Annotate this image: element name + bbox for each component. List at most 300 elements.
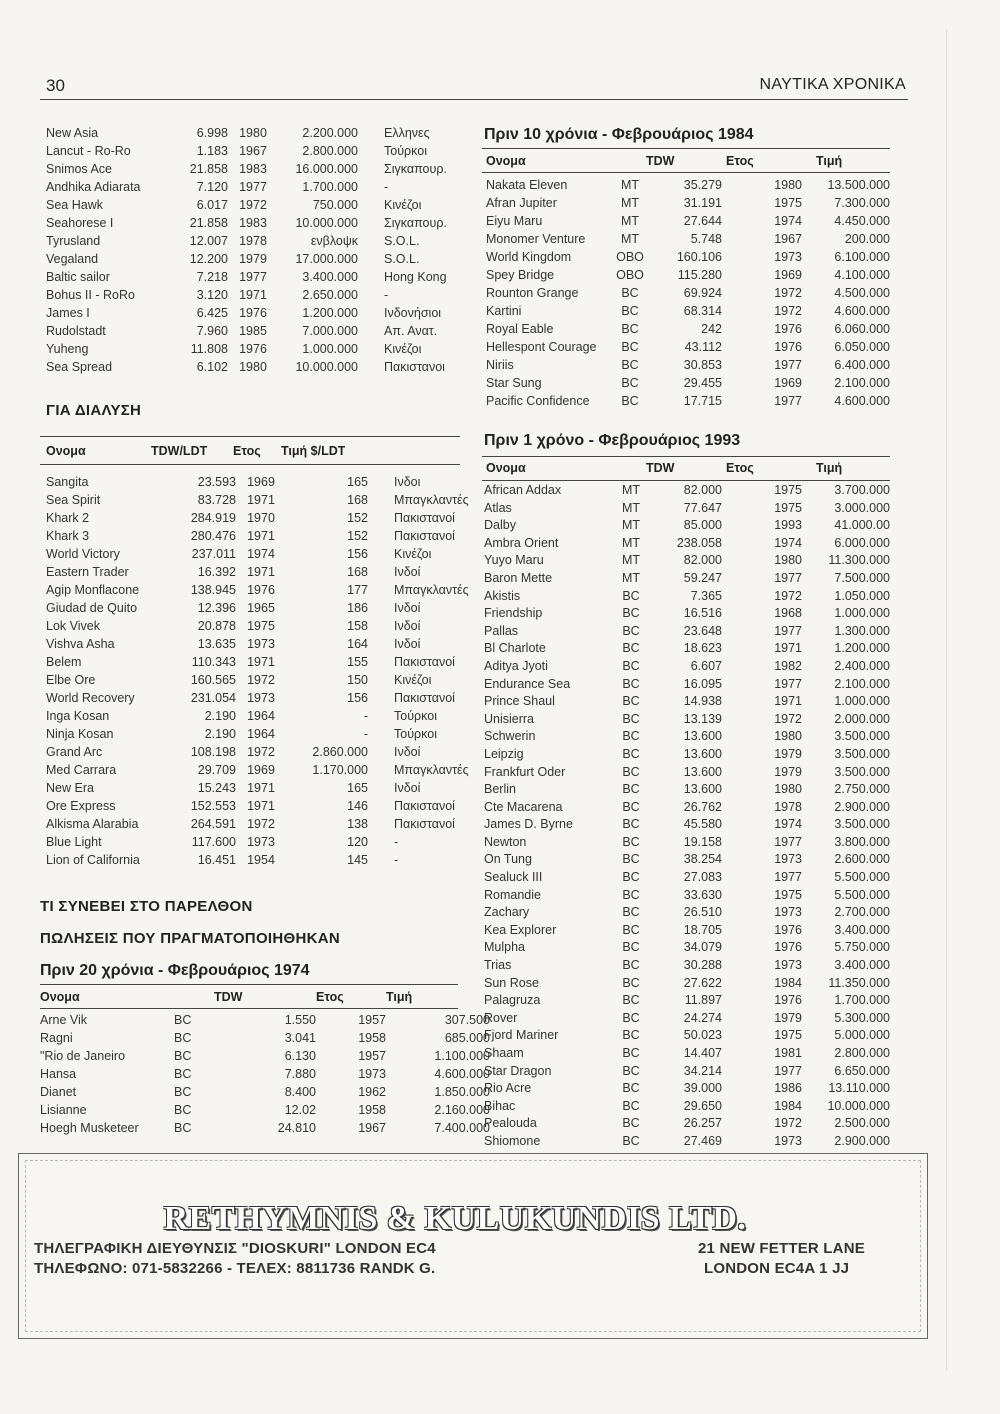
cell-price: S.O.L.: [384, 252, 420, 266]
y1-rule-header: [482, 480, 890, 481]
cell-name: Pallas: [484, 623, 519, 638]
cell-type-or-value: BC: [622, 817, 640, 832]
cell-value: 1971: [247, 565, 275, 579]
cell-price: 3.400.000: [834, 922, 890, 937]
cell-price: Τούρκοι: [394, 709, 437, 723]
cell-name: Baltic sailor: [46, 270, 110, 284]
cell-price: 307.500: [444, 1013, 490, 1027]
col-price-ldt-header: Τιμή $/LDT: [281, 444, 346, 458]
cell-type-or-value: 2.190: [204, 709, 236, 723]
cell-price: Πακιστανοί: [394, 511, 455, 525]
cell-type-or-value: BC: [622, 870, 640, 885]
cell-type-or-value: 3.120: [196, 288, 228, 302]
cell-type-or-value: 6.998: [196, 126, 228, 140]
y1-title: Πριν 1 χρόνο - Φεβρουάριος 1993: [484, 432, 741, 449]
col-year-header: Ετος: [316, 990, 344, 1004]
cell-name: James I: [46, 306, 90, 320]
col-tdw-header: TDW: [214, 990, 243, 1004]
scrap-row: [46, 635, 488, 653]
cell-type-or-value: BC: [621, 376, 639, 390]
cell-value: 13.600: [683, 782, 722, 797]
cell-value: 1972: [247, 745, 275, 759]
cell-name: Khark 2: [46, 511, 90, 525]
cell-value: 1971: [247, 655, 275, 669]
header-rule: [40, 99, 908, 100]
scrap-rule-top: [40, 436, 460, 437]
y20-row: [40, 1011, 490, 1029]
cell-year: 1974: [774, 817, 802, 832]
cell-name: Snimos Ace: [46, 162, 113, 176]
cell-value: 24.810: [277, 1121, 316, 1135]
cell-year: 1973: [774, 958, 802, 973]
y10-row: [486, 320, 890, 338]
cell-name: Dianet: [40, 1085, 77, 1099]
cell-value: 26.762: [683, 799, 722, 814]
col-name-header: Ονομα: [40, 990, 80, 1004]
cell-value: 27.622: [683, 975, 722, 990]
cell-value: 43.112: [684, 340, 722, 354]
company-name: RETHYMNIS & KULUKUNDIS LTD.: [163, 1200, 747, 1237]
cell-type-or-value: 231.054: [190, 691, 236, 705]
cell-type-or-value: BC: [622, 1046, 640, 1060]
cell-value: 82.000: [683, 553, 722, 568]
cell-year: 1976: [774, 922, 802, 937]
cell-price: -: [394, 853, 399, 867]
cell-type-or-value: 284.919: [190, 511, 236, 525]
cell-year: 1973: [358, 1067, 386, 1081]
cell-price: 2.000.000: [834, 711, 890, 726]
cell-value: 1969: [247, 763, 275, 777]
cell-name: Med Carrara: [46, 763, 117, 777]
cell-year: 1972: [774, 711, 802, 726]
cell-type-or-value: MT: [621, 553, 641, 568]
cell-year: 1973: [774, 250, 802, 264]
cell-price: 11.300.000: [828, 553, 890, 568]
cell-value: 1977: [239, 180, 267, 194]
cell-type-or-value: 7.218: [196, 270, 228, 284]
cell-price: 13.500.000: [827, 178, 890, 192]
cell-name: Lion of California: [46, 853, 140, 867]
y1-row: [484, 746, 890, 764]
cell-year: -: [363, 727, 368, 741]
y1-row: [484, 1115, 890, 1133]
cell-value: 82.000: [683, 483, 722, 497]
cell-value: 31.191: [683, 196, 722, 210]
scrap-row: [46, 563, 488, 581]
cell-name: Yuyo Maru: [484, 553, 544, 568]
y1-row: [484, 975, 890, 993]
col-price-header: Τιμή: [386, 990, 413, 1004]
page-number: 30: [46, 76, 65, 95]
cell-price: Πακιστανοί: [394, 655, 455, 669]
cell-type-or-value: BC: [174, 1067, 192, 1081]
cell-name: Hansa: [40, 1067, 77, 1081]
scrap-header-row: [46, 442, 460, 460]
cell-year: 1984: [774, 1098, 802, 1113]
cell-year: 165: [347, 781, 368, 795]
y1-row: [484, 658, 890, 676]
y1-header-table: [486, 459, 896, 477]
cell-type-or-value: BC: [174, 1103, 192, 1117]
y20-body: [40, 1011, 490, 1137]
cell-name: World Recovery: [46, 691, 135, 705]
cell-type-or-value: BC: [622, 1081, 640, 1096]
cell-year: 158: [347, 619, 368, 633]
cell-type-or-value: BC: [621, 358, 639, 372]
cell-type-or-value: BC: [622, 1116, 640, 1131]
cell-year: 152: [347, 529, 368, 543]
cell-price: 6.000.000: [834, 535, 890, 550]
cell-year: 1977: [774, 394, 802, 408]
cell-type-or-value: BC: [622, 940, 640, 955]
cell-value: 17.715: [683, 394, 722, 408]
cell-name: Zachary: [484, 905, 530, 920]
cell-price: Ινδοί: [394, 745, 421, 759]
cell-name: Seahorese I: [46, 216, 114, 230]
y10-row: [486, 338, 890, 356]
cell-year: 1977: [774, 358, 802, 372]
cell-name: Bl Charlote: [484, 641, 546, 656]
cell-type-or-value: 2.190: [204, 727, 236, 741]
cell-year: 10.000.000: [295, 360, 358, 374]
cell-type-or-value: 108.198: [190, 745, 236, 759]
cell-value: 16.095: [683, 676, 722, 691]
cell-price: 1.300.000: [834, 623, 890, 638]
cell-price: Πακιστανοί: [394, 691, 455, 705]
y1-row: [484, 728, 890, 746]
cell-price: 3.500.000: [834, 729, 890, 744]
y1-header-row: [486, 459, 896, 477]
cell-value: 18.623: [683, 641, 722, 656]
cell-value: 6.607: [690, 658, 722, 673]
cell-price: Τούρκοι: [394, 727, 437, 741]
cell-name: Baron Mette: [484, 570, 553, 585]
cell-type-or-value: BC: [622, 641, 640, 656]
top-sales-row: [46, 160, 458, 178]
cell-name: Lok Vivek: [46, 619, 100, 633]
cell-year: 1975: [774, 887, 802, 902]
y10-row: [486, 374, 890, 392]
y10-row: [486, 302, 890, 320]
y1-row: [484, 482, 890, 500]
cell-name: Mulpha: [484, 940, 525, 955]
cell-name: Pacific Confidence: [486, 394, 590, 408]
top-sales-row: [46, 142, 458, 160]
y1-row: [484, 535, 890, 553]
cell-type-or-value: BC: [174, 1121, 192, 1135]
cell-price: 685.000: [444, 1031, 490, 1045]
top-sales-row: [46, 340, 458, 358]
y1-row: [484, 904, 890, 922]
cell-name: Rounton Grange: [486, 286, 579, 300]
cell-price: Πακιστανοί: [394, 799, 455, 813]
cell-year: 2.860.000: [312, 745, 368, 759]
cell-type-or-value: BC: [622, 711, 640, 726]
scrap-row: [46, 653, 488, 671]
cell-type-or-value: MT: [621, 500, 641, 515]
cell-price: 2.500.000: [834, 1116, 890, 1131]
cell-type-or-value: OBO: [616, 268, 644, 282]
cell-value: 68.314: [683, 304, 722, 318]
cell-value: 1972: [247, 817, 275, 831]
cell-type-or-value: 83.728: [197, 493, 236, 507]
cell-type-or-value: 6.017: [196, 198, 228, 212]
y10-row: [486, 284, 890, 302]
cell-price: 1.050.000: [834, 588, 890, 603]
y10-title: Πριν 10 χρόνια - Φεβρουάριος 1984: [484, 126, 754, 143]
y20-section: [40, 988, 490, 1006]
cell-name: Sea Spirit: [46, 493, 101, 507]
cell-price: 4.600.000: [834, 394, 890, 408]
scrap-rows-table: [46, 473, 488, 869]
cell-type-or-value: MT: [621, 483, 641, 497]
cell-price: Ινδοι: [394, 475, 421, 489]
cell-value: 85.000: [683, 518, 722, 533]
y20-row: [40, 1119, 490, 1137]
cell-value: 1964: [247, 727, 275, 741]
cell-name: Spey Bridge: [486, 268, 555, 282]
cell-price: 2.100.000: [834, 376, 890, 390]
scrap-row: [46, 545, 488, 563]
y1-row: [484, 500, 890, 518]
scrap-row: [46, 797, 488, 815]
cell-year: 1971: [774, 641, 802, 656]
cell-name: James D. Byrne: [484, 817, 573, 832]
phone-telex: ΤΗΛΕΦΩΝΟ: 071-5832266 - ΤΕΛΕΧ: 8811736 RANDK G.: [34, 1260, 436, 1277]
cell-value: 1980: [239, 360, 267, 374]
cell-type-or-value: 20.878: [197, 619, 236, 633]
y20-title: Πριν 20 χρόνια - Φεβρουάριος 1974: [40, 962, 310, 979]
cell-price: Τούρκοι: [384, 144, 427, 158]
cell-year: 1981: [774, 1046, 802, 1060]
cell-name: Blue Light: [46, 835, 102, 849]
cell-type-or-value: BC: [622, 1133, 640, 1148]
cell-name: Dalby: [484, 518, 516, 533]
cell-type-or-value: BC: [621, 340, 639, 354]
cell-type-or-value: 23.593: [197, 475, 236, 489]
cell-price: Ελληνες: [384, 126, 430, 140]
cell-price: -: [384, 180, 389, 194]
cell-name: Eastern Trader: [46, 565, 129, 579]
binding-edge: [946, 30, 947, 1370]
cell-type-or-value: BC: [174, 1013, 192, 1027]
cell-name: Shaam: [484, 1046, 524, 1060]
cell-price: Μπαγκλαντές: [394, 763, 469, 777]
cell-price: 3.500.000: [834, 746, 890, 761]
cell-price: 1.000.000: [834, 694, 890, 709]
cell-year: 3.400.000: [302, 270, 358, 284]
cell-value: 13.600: [683, 729, 722, 744]
scrap-row: [46, 725, 488, 743]
cell-year: 750.000: [312, 198, 358, 212]
cell-value: 5.748: [690, 232, 722, 246]
cell-price: 6.400.000: [834, 358, 890, 372]
y10-row: [486, 248, 890, 266]
cell-price: Απ. Ανατ.: [384, 324, 438, 338]
scrap-row: [46, 599, 488, 617]
y20-rule-header: [40, 1008, 458, 1009]
city-postcode: LONDON EC4A 1 JJ: [704, 1260, 850, 1277]
cell-name: Sun Rose: [484, 975, 539, 990]
cell-year: 1978: [774, 799, 802, 814]
y1-row: [484, 552, 890, 570]
cell-type-or-value: MT: [620, 196, 640, 210]
cell-value: 3.041: [284, 1031, 316, 1045]
y1-row: [484, 957, 890, 975]
cell-price: 4.500.000: [834, 286, 890, 300]
cell-price: 1.700.000: [834, 993, 890, 1008]
y1-row: [484, 693, 890, 711]
cell-name: Star Sung: [486, 376, 542, 390]
cell-name: Arne Vik: [40, 1013, 88, 1027]
cell-price: Κινέζοι: [394, 673, 432, 687]
scrap-list: [46, 442, 460, 460]
cell-price: Σιγκαπουρ.: [384, 162, 447, 176]
cell-year: 1.000.000: [302, 342, 358, 356]
cell-price: -: [394, 835, 399, 849]
cell-value: 1979: [239, 252, 267, 266]
top-sales-row: [46, 214, 458, 232]
cell-price: 1.100.000: [434, 1049, 490, 1063]
cell-year: 168: [347, 493, 368, 507]
cell-value: 115.280: [677, 268, 722, 282]
cell-year: 1969: [774, 376, 802, 390]
y10-row: [486, 392, 890, 410]
cell-type-or-value: 110.343: [191, 655, 236, 669]
cell-type-or-value: 15.243: [197, 781, 236, 795]
y20-rule-top: [40, 984, 458, 985]
cell-value: 45.580: [683, 817, 722, 832]
col-price-header: Τιμή: [816, 461, 843, 475]
cell-price: 2.750.000: [834, 782, 890, 797]
cell-type-or-value: 11.808: [190, 342, 228, 356]
col-tdw-ldt-header: TDW/LDT: [151, 444, 208, 458]
cell-price: 7.300.000: [834, 196, 890, 210]
cell-type-or-value: MT: [621, 535, 641, 550]
y10-row: [486, 230, 890, 248]
cell-value: 26.510: [683, 905, 722, 920]
cell-type-or-value: BC: [622, 1098, 640, 1113]
scrap-body: [46, 473, 488, 869]
cell-name: Rudolstadt: [46, 324, 106, 338]
y1-row: [484, 799, 890, 817]
cell-price: Μπαγκλαντές: [394, 493, 469, 507]
cell-type-or-value: 152.553: [190, 799, 236, 813]
cell-name: Kea Explorer: [484, 922, 557, 937]
cell-value: 1969: [247, 475, 275, 489]
cell-year: 1976: [774, 940, 802, 955]
top-sales-row: [46, 286, 458, 304]
cell-value: 11.897: [684, 993, 722, 1008]
cell-value: 1970: [247, 511, 275, 525]
cell-type-or-value: BC: [622, 852, 640, 867]
cell-year: 1975: [774, 500, 802, 515]
y1-body: [484, 482, 890, 1151]
cell-value: 77.647: [683, 500, 722, 515]
cell-price: Ινδοί: [394, 637, 421, 651]
cell-year: 1972: [774, 1116, 802, 1131]
cell-value: 1978: [239, 234, 267, 248]
cell-year: 7.000.000: [302, 324, 358, 338]
cell-name: Kartini: [486, 304, 522, 318]
cell-value: 160.106: [676, 250, 722, 264]
scrap-row: [46, 833, 488, 851]
cell-year: 150: [347, 673, 368, 687]
cell-year: 1976: [774, 340, 802, 354]
cell-value: 8.400: [284, 1085, 316, 1099]
cell-name: On Tung: [484, 852, 532, 867]
cell-type-or-value: BC: [621, 394, 639, 408]
cell-type-or-value: 12.007: [189, 234, 228, 248]
y20-row: [40, 1047, 490, 1065]
cell-value: 38.254: [683, 852, 722, 867]
top-sales-row: [46, 124, 458, 142]
top-sales-row: [46, 232, 458, 250]
cell-value: 50.023: [683, 1028, 722, 1043]
cell-name: Belem: [46, 655, 82, 669]
scrap-row: [46, 491, 488, 509]
cell-year: 186: [347, 601, 368, 615]
cell-year: 165: [347, 475, 368, 489]
cell-name: Shiomone: [484, 1133, 541, 1148]
scrap-row: [46, 473, 488, 491]
cell-price: 5.500.000: [834, 870, 890, 885]
cell-year: 1977: [774, 623, 802, 638]
cell-type-or-value: BC: [622, 746, 640, 761]
y1-row: [484, 781, 890, 799]
y1-row: [484, 517, 890, 535]
y1-row: [484, 1010, 890, 1028]
cell-year: 1977: [774, 570, 802, 585]
y10-section: [486, 152, 896, 170]
cell-year: 168: [347, 565, 368, 579]
y10-row: [486, 356, 890, 374]
cell-type-or-value: BC: [174, 1085, 192, 1099]
scrap-row: [46, 815, 488, 833]
cell-value: 24.274: [683, 1010, 722, 1025]
cell-type-or-value: BC: [622, 975, 640, 990]
cell-value: 7.880: [284, 1067, 316, 1081]
cell-year: 1968: [774, 606, 802, 621]
cell-name: Prince Shaul: [484, 694, 555, 709]
scrap-row: [46, 851, 488, 869]
cell-type-or-value: 21.858: [189, 216, 228, 230]
cell-value: 23.648: [683, 623, 722, 638]
scrap-row: [46, 743, 488, 761]
cell-year: 1957: [358, 1049, 386, 1063]
cell-year: 1958: [358, 1031, 386, 1045]
cell-name: Vishva Asha: [46, 637, 115, 651]
past-section-title: ΤΙ ΣΥΝΕΒΕΙ ΣΤΟ ΠΑΡΕΛΘΟΝ: [40, 898, 253, 915]
cell-price: Κινέζοι: [384, 198, 422, 212]
cell-price: 6.050.000: [834, 340, 890, 354]
cell-name: World Victory: [46, 547, 120, 561]
y20-row: [40, 1083, 490, 1101]
cell-year: 1974: [774, 214, 802, 228]
cell-year: 145: [347, 853, 368, 867]
cell-type-or-value: OBO: [616, 250, 644, 264]
y1-row: [484, 1027, 890, 1045]
cell-name: Agip Monflacone: [46, 583, 140, 597]
cell-year: 10.000.000: [295, 216, 358, 230]
cell-value: 1976: [239, 306, 267, 320]
cell-value: 13.600: [683, 764, 722, 779]
y1-row: [484, 1063, 890, 1081]
cell-value: 69.924: [683, 286, 722, 300]
cell-year: 1.170.000: [312, 763, 368, 777]
cell-name: Cte Macarena: [484, 799, 563, 814]
col-price-header: Τιμή: [816, 154, 843, 168]
